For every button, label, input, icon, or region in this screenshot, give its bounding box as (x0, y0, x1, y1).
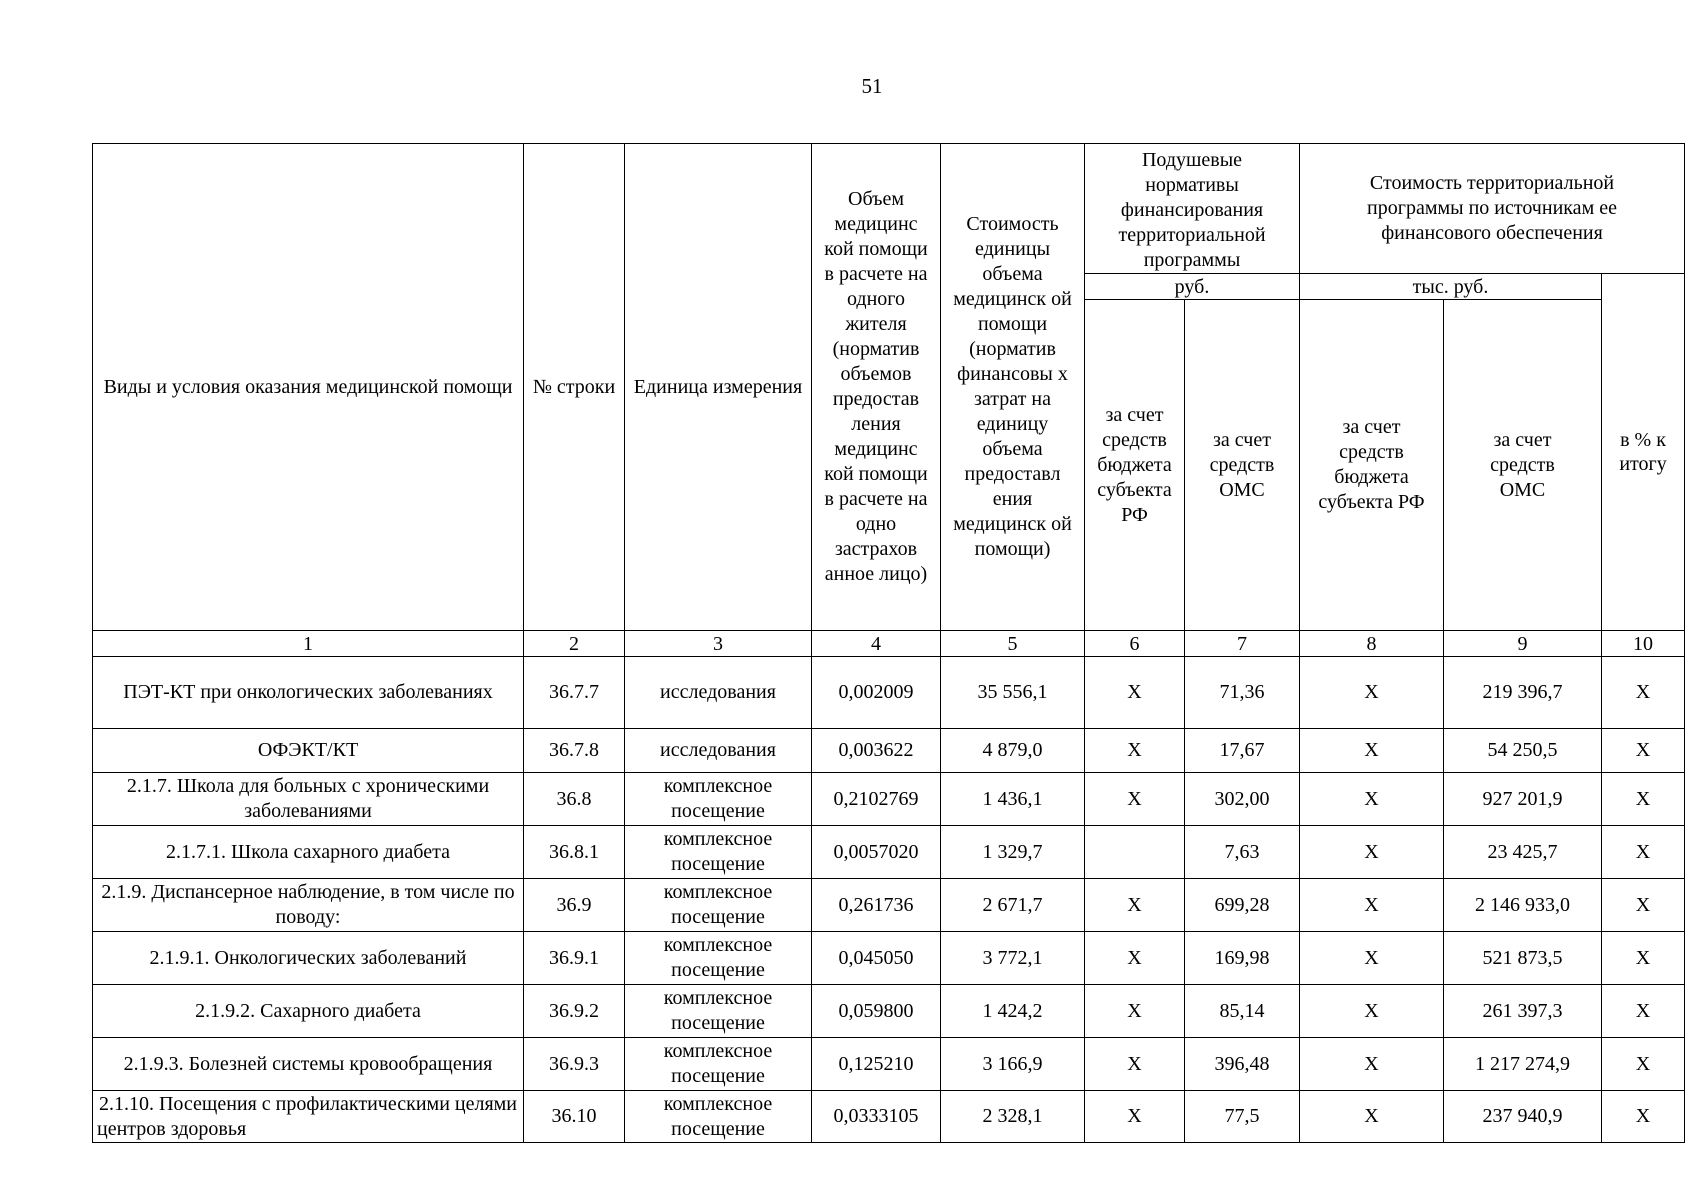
column-number: 8 (1300, 631, 1444, 657)
row-line-number: 36.8.1 (524, 826, 625, 879)
row-cost-oms: 219 396,7 (1444, 657, 1602, 729)
row-percent: X (1602, 932, 1685, 985)
row-cost-oms: 23 425,7 (1444, 826, 1602, 879)
row-line-number: 36.7.7 (524, 657, 625, 729)
row-volume: 0,125210 (812, 1038, 941, 1091)
row-cost-oms: 2 146 933,0 (1444, 879, 1602, 932)
column-number: 1 (93, 631, 524, 657)
table-row (93, 773, 1685, 826)
row-unit-cost: 1 329,7 (941, 826, 1085, 879)
row-per-capita-budget: X (1085, 729, 1185, 773)
row-per-capita-budget: X (1085, 1091, 1185, 1143)
row-line-number: 36.9.3 (524, 1038, 625, 1091)
row-per-capita-budget: X (1085, 932, 1185, 985)
row-name: 2.1.9.1. Онкологических заболеваний (93, 932, 524, 985)
row-per-capita-oms: 169,98 (1185, 932, 1300, 985)
row-unit: комплексное посещение (625, 826, 812, 879)
row-cost-budget: X (1300, 879, 1444, 932)
column-number: 7 (1185, 631, 1300, 657)
row-volume: 0,2102769 (812, 773, 941, 826)
program-cost-table (92, 143, 1685, 1143)
row-cost-oms: 261 397,3 (1444, 985, 1602, 1038)
row-percent: X (1602, 1038, 1685, 1091)
column-number: 6 (1085, 631, 1185, 657)
row-unit-cost: 3 166,9 (941, 1038, 1085, 1091)
header-per-capita-budget: за счет средств бюджета субъекта РФ (1085, 300, 1185, 631)
header-per-capita-oms: за счет средств ОМС (1185, 300, 1300, 631)
row-cost-oms: 237 940,9 (1444, 1091, 1602, 1143)
row-volume: 0,261736 (812, 879, 941, 932)
row-percent: X (1602, 879, 1685, 932)
row-per-capita-budget: X (1085, 985, 1185, 1038)
table-body (93, 657, 1685, 1143)
header-unit-thousand-rub: тыс. руб. (1300, 274, 1602, 300)
row-cost-oms: 1 217 274,9 (1444, 1038, 1602, 1091)
row-name: 2.1.7. Школа для больных с хроническими заболеваниями (93, 773, 524, 826)
row-per-capita-budget: X (1085, 879, 1185, 932)
row-line-number: 36.9.2 (524, 985, 625, 1038)
page-number: 51 (861, 74, 883, 98)
row-unit-cost: 3 772,1 (941, 932, 1085, 985)
row-name: 2.1.7.1. Школа сахарного диабета (93, 826, 524, 879)
row-name: ОФЭКТ/КТ (93, 729, 524, 773)
table-row (93, 985, 1685, 1038)
row-line-number: 36.10 (524, 1091, 625, 1143)
row-per-capita-oms: 85,14 (1185, 985, 1300, 1038)
row-unit: комплексное посещение (625, 773, 812, 826)
row-percent: X (1602, 657, 1685, 729)
row-line-number: 36.7.8 (524, 729, 625, 773)
column-number: 9 (1444, 631, 1602, 657)
row-cost-budget: X (1300, 826, 1444, 879)
row-unit: комплексное посещение (625, 985, 812, 1038)
row-unit-cost: 1 436,1 (941, 773, 1085, 826)
row-volume: 0,0057020 (812, 826, 941, 879)
row-cost-budget: X (1300, 1038, 1444, 1091)
header-unit-rub: руб. (1085, 274, 1300, 300)
row-cost-budget: X (1300, 657, 1444, 729)
column-number-row (93, 631, 1685, 657)
header-per-capita-group: Подушевые нормативы финансирования территориальной программы (1085, 144, 1300, 274)
row-unit: комплексное посещение (625, 1038, 812, 1091)
row-unit-cost: 2 671,7 (941, 879, 1085, 932)
row-line-number: 36.9.1 (524, 932, 625, 985)
row-unit-cost: 2 328,1 (941, 1091, 1085, 1143)
row-cost-budget: X (1300, 932, 1444, 985)
row-cost-budget: X (1300, 729, 1444, 773)
header-cost-budget: за счет средств бюджета субъекта РФ (1300, 300, 1444, 631)
table-row (93, 879, 1685, 932)
header-volume: Объем медицинс кой помощи в расчете на одного жителя (норматив объемов предостав ления медицинс кой помощи в расчете на одно застрахов анное лицо) (812, 144, 941, 631)
row-per-capita-oms: 17,67 (1185, 729, 1300, 773)
row-per-capita-budget: X (1085, 657, 1185, 729)
row-unit: исследования (625, 657, 812, 729)
header-cost-group: Стоимость территориальной программы по источникам ее финансового обеспечения (1300, 144, 1685, 274)
row-percent: X (1602, 1091, 1685, 1143)
header-percent-of-total: в % к итогу (1602, 274, 1685, 631)
table-row (93, 826, 1685, 879)
row-per-capita-oms: 77,5 (1185, 1091, 1300, 1143)
row-name: ПЭТ-КТ при онкологических заболеваниях (93, 657, 524, 729)
row-cost-oms: 521 873,5 (1444, 932, 1602, 985)
row-per-capita-oms: 7,63 (1185, 826, 1300, 879)
column-number: 10 (1602, 631, 1685, 657)
row-per-capita-oms: 302,00 (1185, 773, 1300, 826)
table-row (93, 1091, 1685, 1143)
row-unit: комплексное посещение (625, 879, 812, 932)
header-cost-oms: за счет средств ОМС (1444, 300, 1602, 631)
row-line-number: 36.9 (524, 879, 625, 932)
row-line-number: 36.8 (524, 773, 625, 826)
row-percent: X (1602, 729, 1685, 773)
row-unit-cost: 35 556,1 (941, 657, 1085, 729)
row-percent: X (1602, 826, 1685, 879)
header-unit-cost: Стоимость единицы объема медицинск ой помощи (норматив финансовы х затрат на единицу объема предоставл ения медицинск ой помощи) (941, 144, 1085, 631)
table-row (93, 729, 1685, 773)
row-volume: 0,003622 (812, 729, 941, 773)
row-unit-cost: 1 424,2 (941, 985, 1085, 1038)
row-per-capita-oms: 699,28 (1185, 879, 1300, 932)
header-line-number: № строки (524, 144, 625, 631)
row-per-capita-oms: 396,48 (1185, 1038, 1300, 1091)
column-number: 5 (941, 631, 1085, 657)
row-per-capita-budget (1085, 826, 1185, 879)
table-row (93, 932, 1685, 985)
row-cost-budget: X (1300, 1091, 1444, 1143)
row-unit: комплексное посещение (625, 932, 812, 985)
row-cost-oms: 54 250,5 (1444, 729, 1602, 773)
row-unit: исследования (625, 729, 812, 773)
column-number: 3 (625, 631, 812, 657)
table-row (93, 1038, 1685, 1091)
row-unit: комплексное посещение (625, 1091, 812, 1143)
row-name: 2.1.9.3. Болезней системы кровообращения (93, 1038, 524, 1091)
row-volume: 0,0333105 (812, 1091, 941, 1143)
row-name: 2.1.10. Посещения с профилактическими целями центров здоровья (93, 1091, 524, 1143)
table-header (93, 144, 1685, 657)
row-percent: X (1602, 773, 1685, 826)
row-per-capita-budget: X (1085, 773, 1185, 826)
row-cost-budget: X (1300, 773, 1444, 826)
row-name: 2.1.9.2. Сахарного диабета (93, 985, 524, 1038)
row-cost-oms: 927 201,9 (1444, 773, 1602, 826)
row-name: 2.1.9. Диспансерное наблюдение, в том числе по поводу: (93, 879, 524, 932)
column-number: 2 (524, 631, 625, 657)
row-volume: 0,059800 (812, 985, 941, 1038)
row-volume: 0,002009 (812, 657, 941, 729)
row-unit-cost: 4 879,0 (941, 729, 1085, 773)
row-cost-budget: X (1300, 985, 1444, 1038)
row-per-capita-oms: 71,36 (1185, 657, 1300, 729)
row-percent: X (1602, 985, 1685, 1038)
row-per-capita-budget: X (1085, 1038, 1185, 1091)
column-number: 4 (812, 631, 941, 657)
row-volume: 0,045050 (812, 932, 941, 985)
table-row (93, 657, 1685, 729)
header-unit: Единица измерения (625, 144, 812, 631)
header-care-types: Виды и условия оказания медицинской помощи (93, 144, 524, 631)
